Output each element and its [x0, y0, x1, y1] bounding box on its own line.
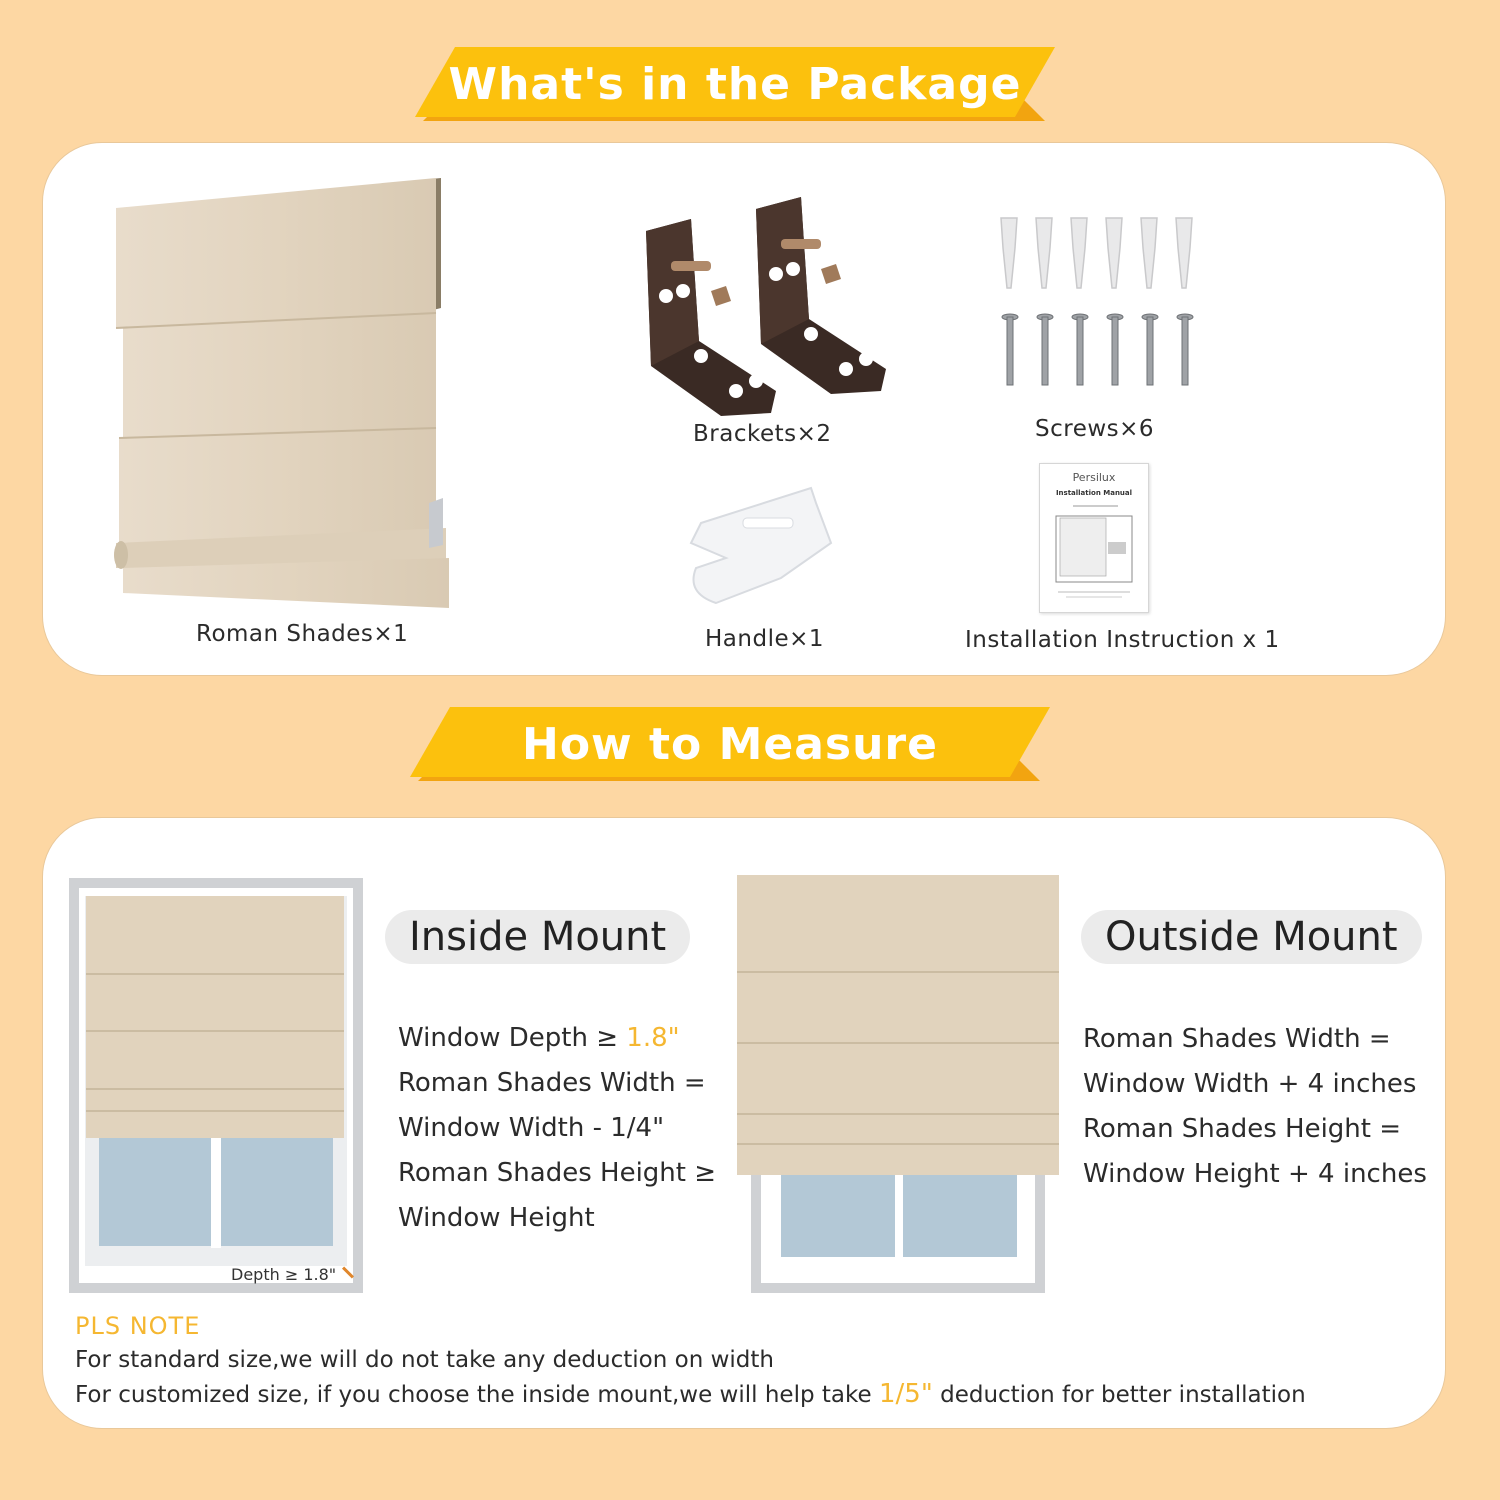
package-banner-title: What's in the Package [448, 58, 1022, 110]
bracket-left-icon [646, 219, 776, 416]
measure-banner-title: How to Measure [522, 718, 938, 770]
instruction-label: Installation Instruction x 1 [965, 627, 1280, 653]
manual-diagram-icon [1048, 502, 1140, 602]
outside-mount-image [737, 875, 1059, 1293]
handle-label: Handle×1 [705, 626, 825, 652]
manual-image [1039, 463, 1149, 613]
measure-banner [410, 705, 1050, 783]
outside-spec-line: Roman Shades Height = [1083, 1114, 1402, 1144]
note-title: PLS NOTE [75, 1312, 201, 1340]
note-line-2: For customized size, if you choose the inside mount,we will help take 1/5" deduction for better installation [75, 1379, 1306, 1409]
measure-panel [42, 817, 1446, 1429]
inside-mount-title: Inside Mount [385, 910, 690, 964]
inside-spec-line: Window Height [398, 1203, 595, 1233]
roman-shade-image [111, 173, 456, 613]
outside-spec-line: Window Width + 4 inches [1083, 1069, 1417, 1099]
manual-brand: Persilux [1072, 471, 1116, 484]
outside-mount-title: Outside Mount [1081, 910, 1422, 964]
package-banner [415, 45, 1055, 123]
note-line-1: For standard size,we will do not take any deduction on width [75, 1347, 774, 1373]
outside-spec-line: Roman Shades Width = [1083, 1024, 1391, 1054]
package-panel [42, 142, 1446, 676]
outside-mount-specs [1083, 1017, 1427, 1197]
inside-mount-specs [398, 1016, 716, 1241]
manual-title: Installation Manual [1055, 489, 1133, 497]
handle-image [671, 483, 851, 613]
inside-mount-image [69, 878, 363, 1293]
bracket-right-icon [756, 197, 886, 394]
outside-spec-line: Window Height + 4 inches [1083, 1159, 1427, 1189]
inside-spec-line: Roman Shades Height ≥ [398, 1158, 717, 1188]
inside-spec-line: Roman Shades Width = [398, 1068, 706, 1098]
depth-label: Depth ≥ 1.8" [231, 1265, 337, 1284]
inside-spec-line: Window Width - 1/4" [398, 1113, 665, 1143]
brackets-image [641, 191, 891, 421]
roman-shades-label: Roman Shades×1 [196, 621, 409, 647]
screws-label: Screws×6 [1035, 416, 1155, 442]
brackets-label: Brackets×2 [693, 421, 832, 447]
inside-spec-line: Window Depth ≥ 1.8" [398, 1023, 680, 1053]
screws-image [993, 213, 1203, 393]
